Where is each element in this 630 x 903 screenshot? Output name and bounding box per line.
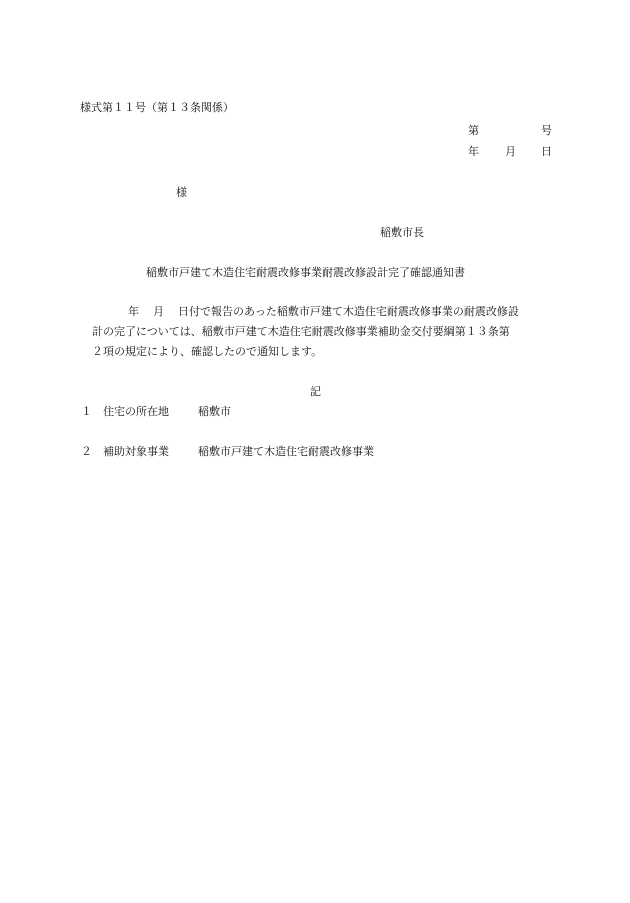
- item-2-number: ２: [81, 445, 92, 458]
- document-number-prefix: 第: [468, 124, 479, 137]
- body-line-2: 計の完了については、稲敷市戸建て木造住宅耐震改修事業補助金交付要綱第１３条第: [92, 325, 510, 338]
- form-label: 様式第１１号（第１３条関係）: [80, 101, 234, 114]
- item-2-value: 稲敷市戸建て木造住宅耐震改修事業: [198, 445, 374, 458]
- body-line-1-text: 日付で報告のあった稲敷市戸建て木造住宅耐震改修事業の耐震改修設: [178, 305, 519, 318]
- item-1-label: 住宅の所在地: [103, 405, 169, 418]
- date-year-label: 年: [468, 145, 479, 158]
- body-line-1: [128, 305, 519, 319]
- item-2-label: 補助対象事業: [103, 445, 169, 458]
- body-month-label: 月: [153, 305, 164, 318]
- body-year-label: 年: [128, 305, 139, 318]
- document-title: 稲敷市戸建て木造住宅耐震改修事業耐震改修設計完了確認通知書: [146, 266, 465, 279]
- date-day-label: 日: [541, 145, 552, 158]
- issuer-name: 稲敷市長: [380, 226, 424, 239]
- ki-heading: 記: [310, 385, 321, 398]
- body-line-3: ２項の規定により、確認したので通知します。: [92, 345, 323, 358]
- date-month-label: 月: [505, 145, 516, 158]
- document-number-suffix: 号: [541, 124, 552, 137]
- item-1-value: 稲敷市: [198, 405, 231, 418]
- addressee-honorific: 様: [176, 186, 187, 199]
- item-1-number: １: [81, 405, 92, 418]
